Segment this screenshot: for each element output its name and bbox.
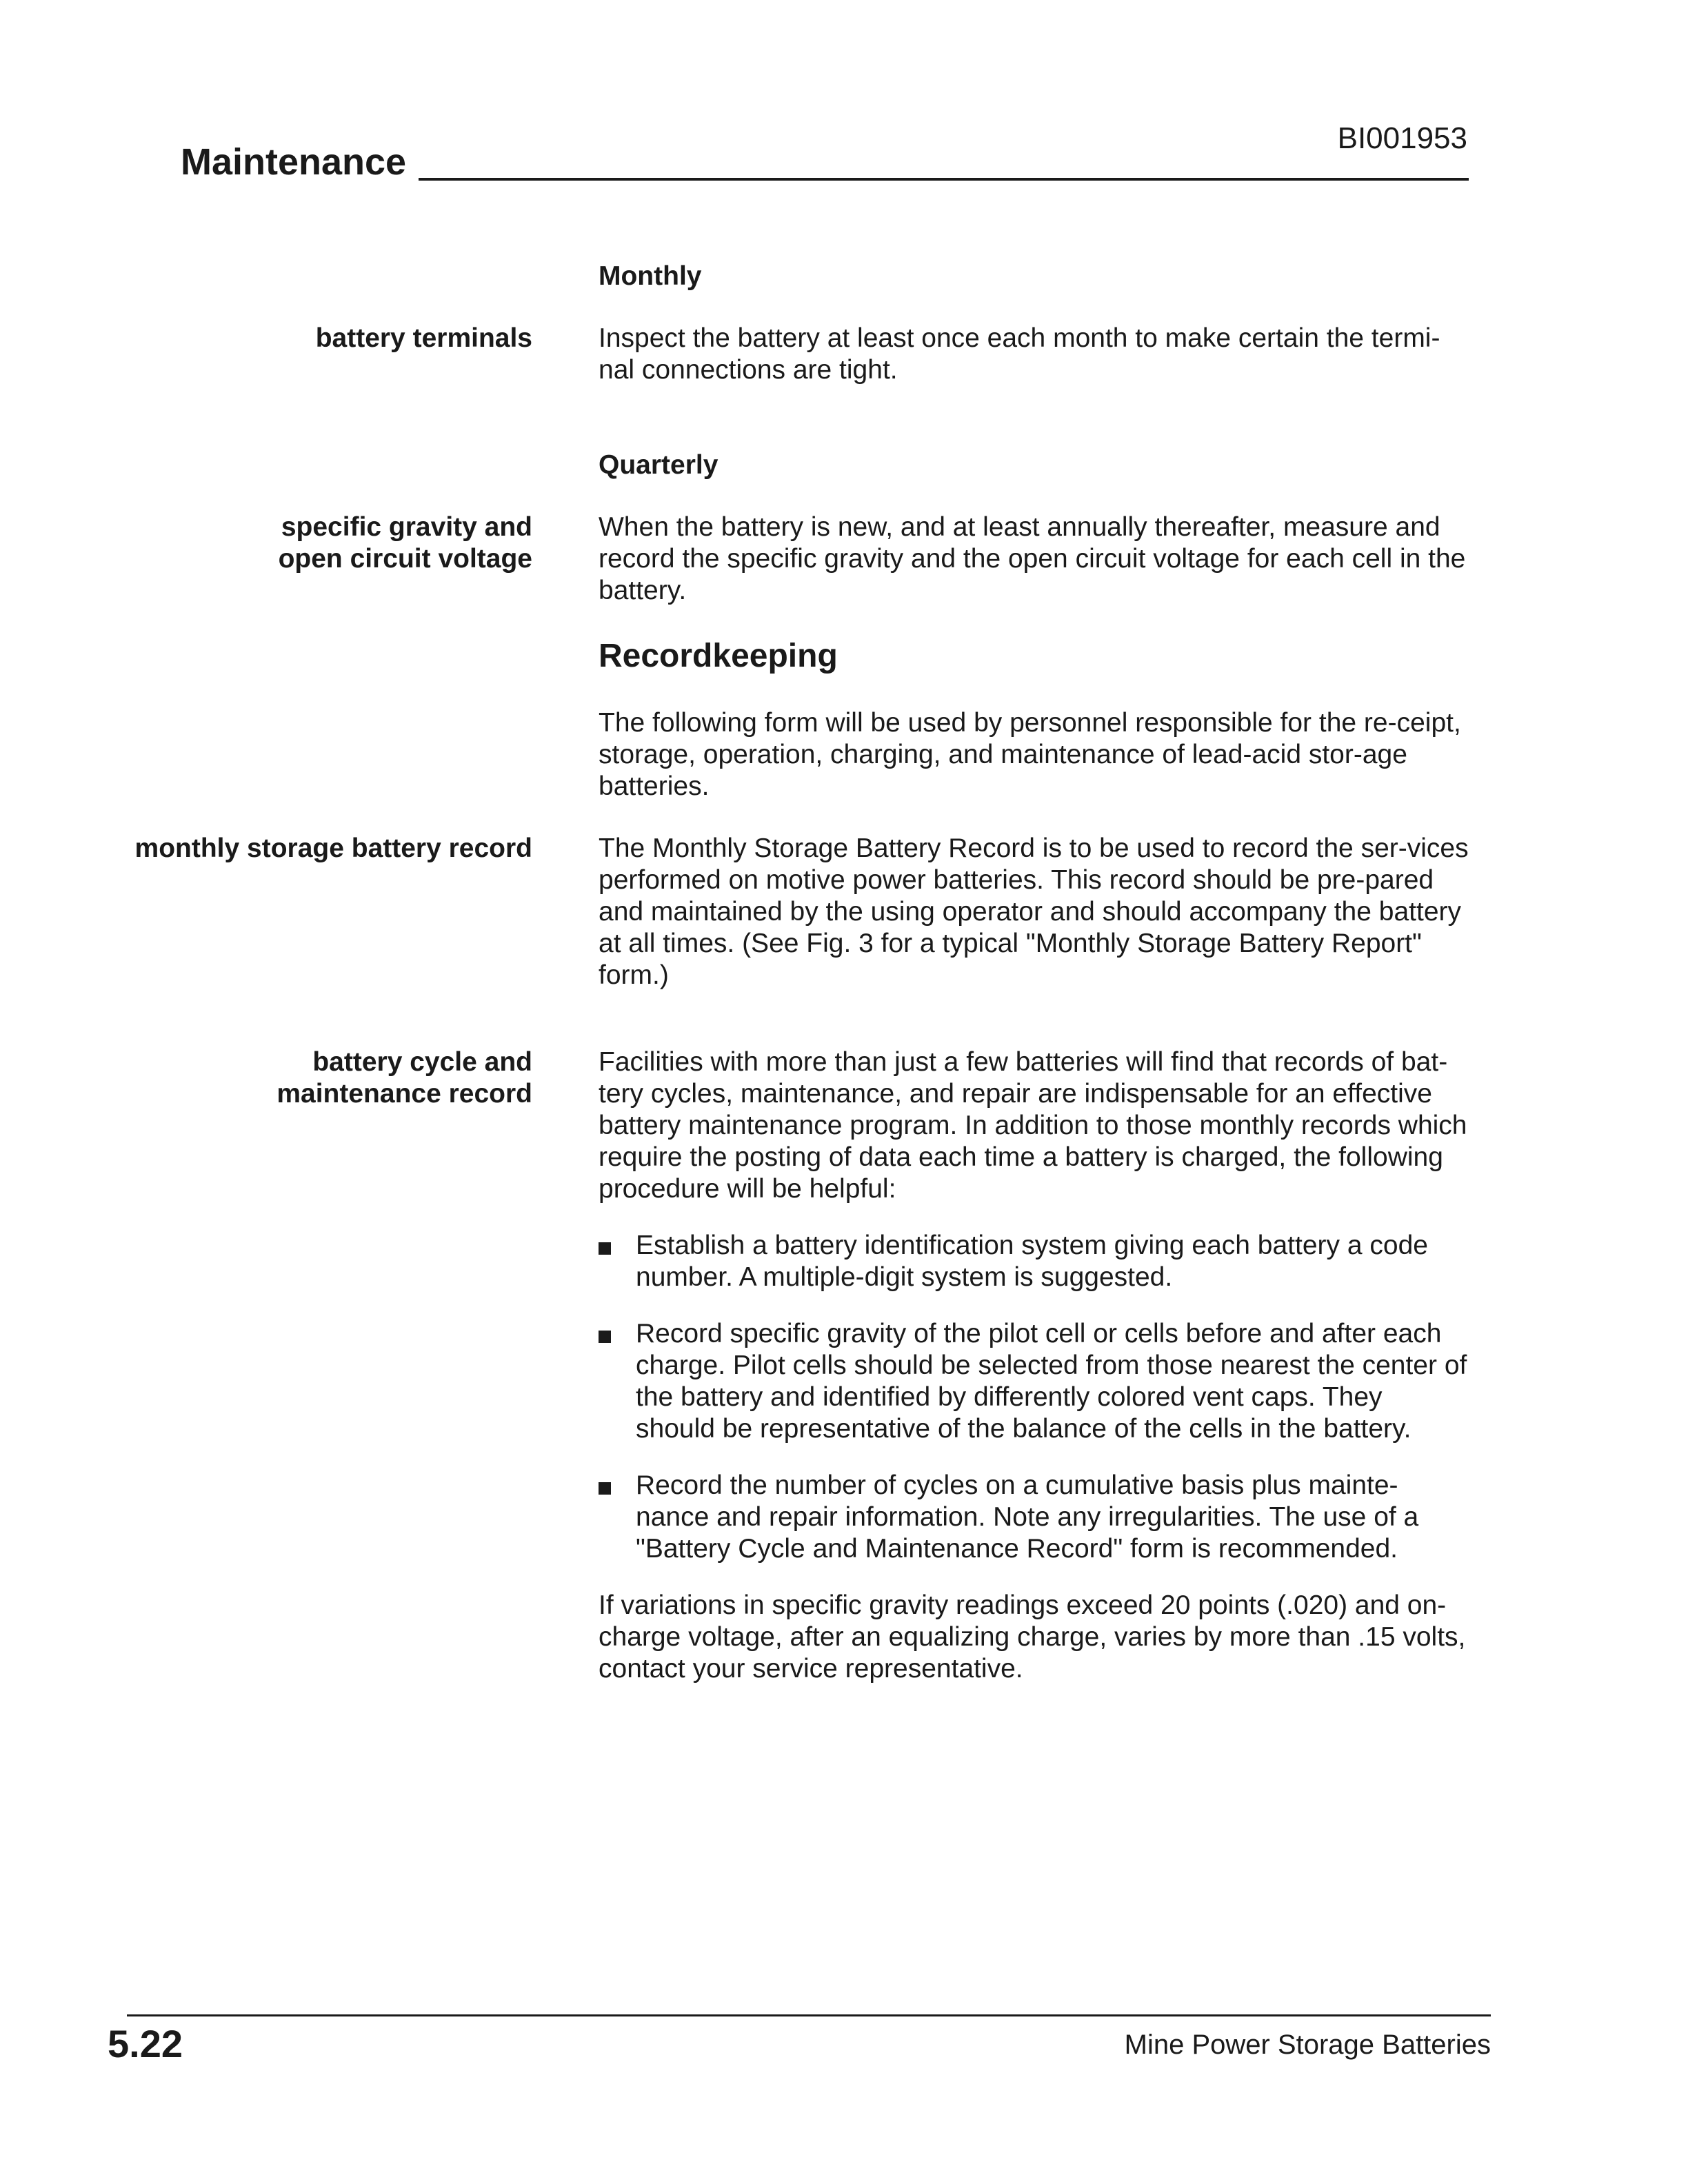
footer-rule bbox=[127, 2014, 1491, 2016]
document-id: BI001953 bbox=[1337, 121, 1467, 155]
specific-gravity-label bbox=[50, 512, 532, 575]
cycle-record-body bbox=[599, 1046, 1469, 1685]
list-item bbox=[599, 1318, 1469, 1445]
square-bullet-icon bbox=[599, 1482, 611, 1495]
header-rule bbox=[419, 178, 1469, 181]
list-item bbox=[599, 1230, 1469, 1293]
battery-cycle-label-line2: maintenance record bbox=[277, 1079, 532, 1109]
monthly-heading: Monthly bbox=[599, 261, 702, 291]
list-item-text: Record the number of cycles on a cumulative basis plus mainte-nance and repair information. Note any irregularities. The use of a "Battery Cycle and Maintenance Record" form is recommended. bbox=[636, 1470, 1419, 1564]
list-item-text: Record specific gravity of the pilot cell or cells before and after each charge. Pilot cells should be selected from those nearest the center of the battery and identified by differently colored vent caps. They should be representative of the balance of the cells in the battery. bbox=[636, 1319, 1467, 1444]
quarterly-heading: Quarterly bbox=[599, 450, 719, 480]
recordkeeping-intro: The following form will be used by personnel responsible for the re-ceipt, storage, operation, charging, and maintenance of lead-acid stor-age batteries. bbox=[599, 708, 1461, 801]
closing-text: If variations in specific gravity readings exceed 20 points (.020) and on-charge voltage, after an equalizing charge, varies by more than .15 volts, contact your service representative. bbox=[599, 1590, 1466, 1684]
footer-title: Mine Power Storage Batteries bbox=[1124, 2030, 1491, 2060]
page-title: Maintenance bbox=[181, 141, 407, 183]
procedure-list bbox=[599, 1230, 1469, 1565]
recordkeeping-heading: Recordkeeping bbox=[599, 638, 838, 674]
square-bullet-icon bbox=[599, 1242, 611, 1255]
specific-gravity-label-line1: specific gravity and bbox=[281, 512, 532, 542]
page-header bbox=[181, 143, 1469, 185]
specific-gravity-label-line2: open circuit voltage bbox=[278, 544, 532, 574]
quarterly-text: When the battery is new, and at least annually thereafter, measure and record the specific gravity and the open circuit voltage for each cell in the battery. bbox=[599, 512, 1466, 605]
monthly-record-text: The Monthly Storage Battery Record is to be used to record the ser-vices performed on motive power batteries. This record should be pre-pared and maintained by the using operator and should accompany the battery at all times. (See Fig. 3 for a typical "Monthly Storage Battery Report" form.) bbox=[599, 833, 1469, 990]
battery-cycle-label-line1: battery cycle and bbox=[312, 1047, 532, 1077]
square-bullet-icon bbox=[599, 1331, 611, 1343]
battery-terminals-label: battery terminals bbox=[315, 323, 532, 353]
monthly-storage-battery-record-label: monthly storage battery record bbox=[134, 833, 532, 863]
list-item bbox=[599, 1470, 1469, 1565]
monthly-text: Inspect the battery at least once each month to make certain the termi-nal connections are tight. bbox=[599, 323, 1440, 385]
list-item-text: Establish a battery identification system giving each battery a code number. A multiple-digit system is suggested. bbox=[636, 1231, 1428, 1292]
page-number: 5.22 bbox=[108, 2022, 183, 2065]
cycle-record-text: Facilities with more than just a few batteries will find that records of bat-tery cycles, maintenance, and repair are indispensable for an effective battery maintenance program. In addition to those monthly records which require the posting of data each time a battery is charged, the following procedure will be helpful: bbox=[599, 1047, 1467, 1204]
battery-cycle-label bbox=[50, 1046, 532, 1110]
